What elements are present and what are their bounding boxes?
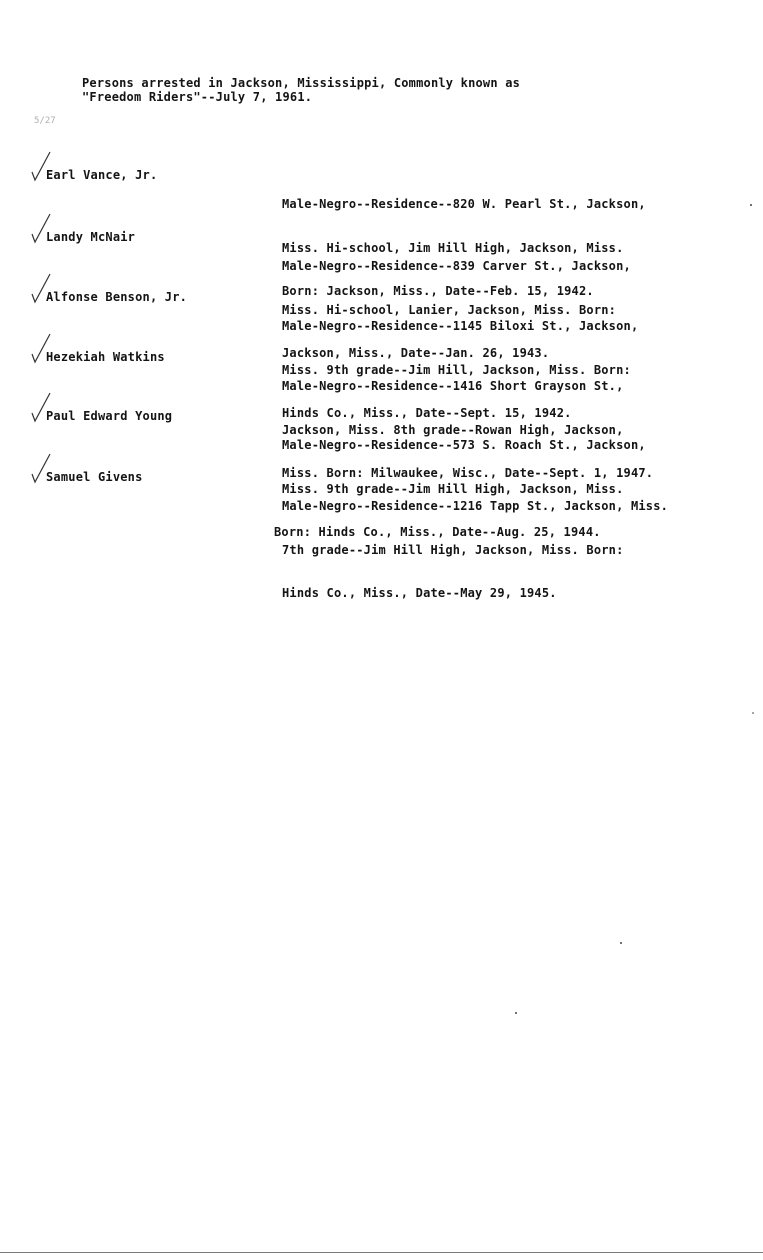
document-title <box>82 76 642 104</box>
title-line-2: "Freedom Riders"--July 7, 1961. <box>82 90 313 104</box>
details-line: Male-Negro--Residence--1416 Short Grayson St., <box>282 379 624 393</box>
details-line: Miss. 9th grade--Jim Hill High, Jackson, Miss. <box>282 481 624 496</box>
details-line: Born: Jackson, Miss., Date--Feb. 15, 1942. <box>282 284 594 298</box>
details-line: Born: Hinds Co., Miss., Date--Aug. 25, 1944. <box>274 525 601 539</box>
bottom-rule <box>0 1252 763 1253</box>
scan-speck <box>750 204 752 206</box>
person-name: Samuel Givens <box>46 470 143 484</box>
person-name: Earl Vance, Jr. <box>46 168 158 182</box>
details-line: Hinds Co., Miss., Date--Sept. 15, 1942. <box>282 406 572 420</box>
details-line: 7th grade--Jim Hill High, Jackson, Miss. Born: <box>282 542 624 557</box>
details-line: Male-Negro--Residence--839 Carver St., Jackson, <box>282 259 631 273</box>
details-line: Male-Negro--Residence--573 S. Roach St., Jackson, <box>282 438 646 452</box>
details-line: Male-Negro--Residence--820 W. Pearl St., Jackson, <box>282 197 646 211</box>
details-line: Jackson, Miss. 8th grade--Rowan High, Jackson, <box>282 422 624 437</box>
details-line: Hinds Co., Miss., Date--May 29, 1945. <box>282 586 557 600</box>
details-line: Miss. Born: Milwaukee, Wisc., Date--Sept. 1, 1947. <box>282 466 654 480</box>
person-name: Paul Edward Young <box>46 409 173 423</box>
scan-speck <box>620 942 622 944</box>
person-name: Hezekiah Watkins <box>46 350 165 364</box>
details-line: Male-Negro--Residence--1145 Biloxi St., Jackson, <box>282 319 639 333</box>
person-details <box>282 470 752 630</box>
person-name: Alfonse Benson, Jr. <box>46 290 188 304</box>
details-line: Miss. 9th grade--Jim Hill, Jackson, Miss. Born: <box>282 362 631 377</box>
scan-speck <box>515 1012 517 1014</box>
details-line: Miss. Hi-school, Lanier, Jackson, Miss. Born: <box>282 302 617 317</box>
person-name: Landy McNair <box>46 230 136 244</box>
title-line-1: Persons arrested in Jackson, Mississippi, Commonly known as <box>82 76 521 90</box>
details-line: Miss. Hi-school, Jim Hill High, Jackson, Miss. <box>282 240 624 255</box>
details-line: Jackson, Miss., Date--Jan. 26, 1943. <box>282 346 550 360</box>
margin-note: 5/27 <box>34 116 56 126</box>
scan-speck <box>752 712 754 714</box>
details-line: Male-Negro--Residence--1216 Tapp St., Jackson, Miss. <box>282 499 669 513</box>
